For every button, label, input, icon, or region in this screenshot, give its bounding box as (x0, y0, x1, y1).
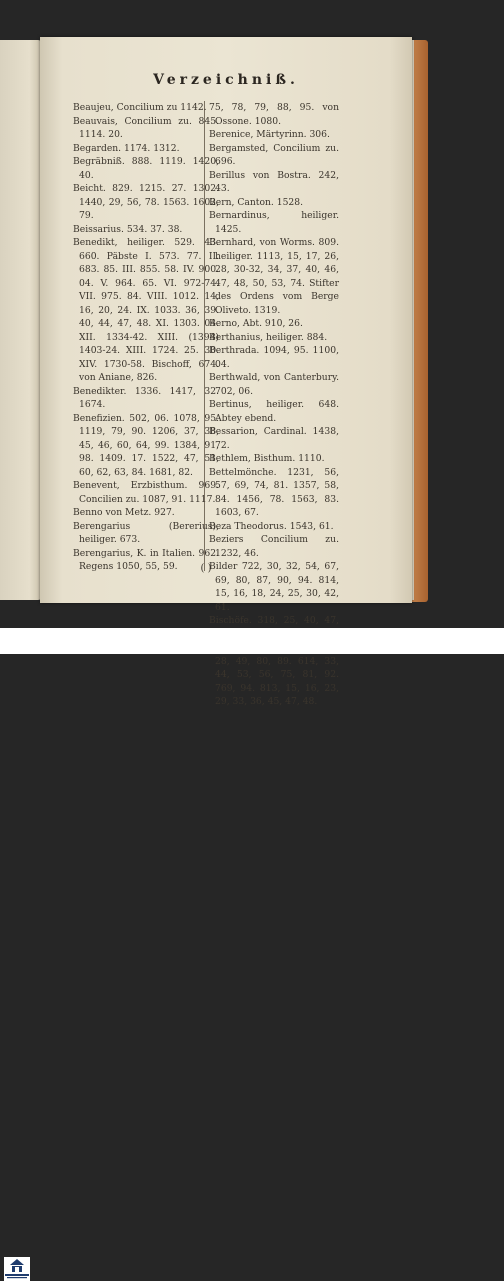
index-entry: Benefizien. 502, 06. 1078, 95. 1119, 79, 90. 1206, 37, 38, 45, 46, 60, 64, 99. 1384, 91, 98. 1409. 17. 1522, 47, 51, 60, 62, 63, 84. 1681, 82. (73, 412, 219, 478)
index-entry: Bessarion, Cardinal. 1438, 72. (209, 426, 339, 451)
index-entry: Berthanius, heiliger. 884. (209, 331, 328, 343)
index-entry: Berenice, Märtyrinn. 306. (209, 129, 330, 140)
index-entry: Bernhard, von Worms. 809. heiliger. 1113, 15, 17, 26, 28, 30-32, 34, 37, 40, 46, 47, 48, 50, 53, 74. Stifter des Ordens vom Berge Oliveto. 1319. (209, 237, 339, 316)
index-entry: Bernardinus, heiliger. 1425. (209, 210, 339, 235)
index-entry: Benedikter. 1336. 1417, 32. 1674. (73, 385, 219, 410)
index-entry: Beissarius. 534. 37. 38. (73, 223, 183, 235)
index-entry: Beza Theodorus. 1543, 61. (209, 520, 334, 532)
index-entry: Bergamsted, Concilium zu. 696. (209, 142, 339, 167)
index-column-right (209, 101, 339, 709)
index-entry: Bertinus, heiliger. 648. Abtey ebend. (209, 399, 339, 424)
page-folio: ( ) (200, 563, 212, 574)
index-entry: Benno von Metz. 927. (73, 507, 175, 518)
index-entry: Bilder 722, 30, 32, 54, 67, 69, 80, 87, 90, 94. 814, 15, 16, 18, 24, 25, 30, 42, 61. (209, 561, 339, 613)
previous-page-edge (0, 40, 42, 600)
index-entry: Berno, Abt. 910, 26. (209, 318, 303, 329)
index-entry: Bettelmönche. 1231, 56, 57, 69, 74, 81. 1357, 58, 84. 1456, 78. 1563, 83. 1603, 67. (209, 466, 339, 518)
index-entry: Berengarius, K. in Italien. 962. Regens 1050, 55, 59. (73, 547, 219, 572)
index-entry: Begarden. 1174. 1312. (73, 142, 180, 154)
franckesche-stiftungen-logo[interactable] (4, 1257, 30, 1281)
index-entry: Bern, Canton. 1528. (209, 196, 304, 208)
index-entry: Berthrada. 1094, 95. 1100, 04. (209, 345, 339, 370)
page-heading: Verzeichniß. (153, 72, 299, 88)
index-entry: Beauvais, Concilium zu. 845. 1114. 20. (73, 115, 219, 140)
index-entry: Begräbniß. 888. 1119. 1420, 40. (73, 156, 219, 181)
index-entry: Bischöfe. 318, 25, 40, 47, 28, 49, 80, 89. 614, 33, 44, 53, 56, 75, 81, 92. 769, 94. 813, 15, 16, 23, 29, 33, 36, 45, 47, 48. (209, 615, 339, 707)
index-entry: Beziers Concilium zu. 1232, 46. (209, 534, 339, 559)
index-entry: Beicht. 829. 1215. 27. 1302. 1440, 29, 56, 78. 1563. 1602, 79. (73, 183, 219, 221)
viewer-footer (0, 628, 504, 654)
index-entry: Bethlem, Bisthum. 1110. (209, 453, 325, 464)
index-entry: Berillus von Bostra. 242, 43. (209, 169, 339, 194)
index-entry: 75, 78, 79, 88, 95. von Ossone. 1080. (209, 102, 339, 127)
index-entry: Benedikt, heiliger. 529. 43. 660. Päbste I. 573. 77. II. 683. 85. III. 855. 58. IV. 900. 04. V. 964. 65. VI. 972-74. VII. 975. 84. VIII. 1012. 14, 16, 20, 24. IX. 1033. 36, 39. 40, 44, 47, 48. XI. 1303. 04. XII. 1334-42. XIII. (1394) 1403-24. XIII. 1724. 25. 30. XIV. 1730-58. Bischoff, 674. von Aniane, 826. (73, 237, 219, 383)
index-entry: Beaujeu, Concilium zu 1142. (73, 102, 207, 113)
index-entry: Berthwald, von Canterbury. 702, 06. (209, 372, 339, 397)
index-entry: Benevent, Erzbisthum. 969. Concilien zu. 1087, 91. 1117. (73, 480, 219, 505)
index-entry: Berengarius (Bererius), heiliger. 673. (73, 520, 219, 545)
index-column-left (73, 101, 219, 574)
